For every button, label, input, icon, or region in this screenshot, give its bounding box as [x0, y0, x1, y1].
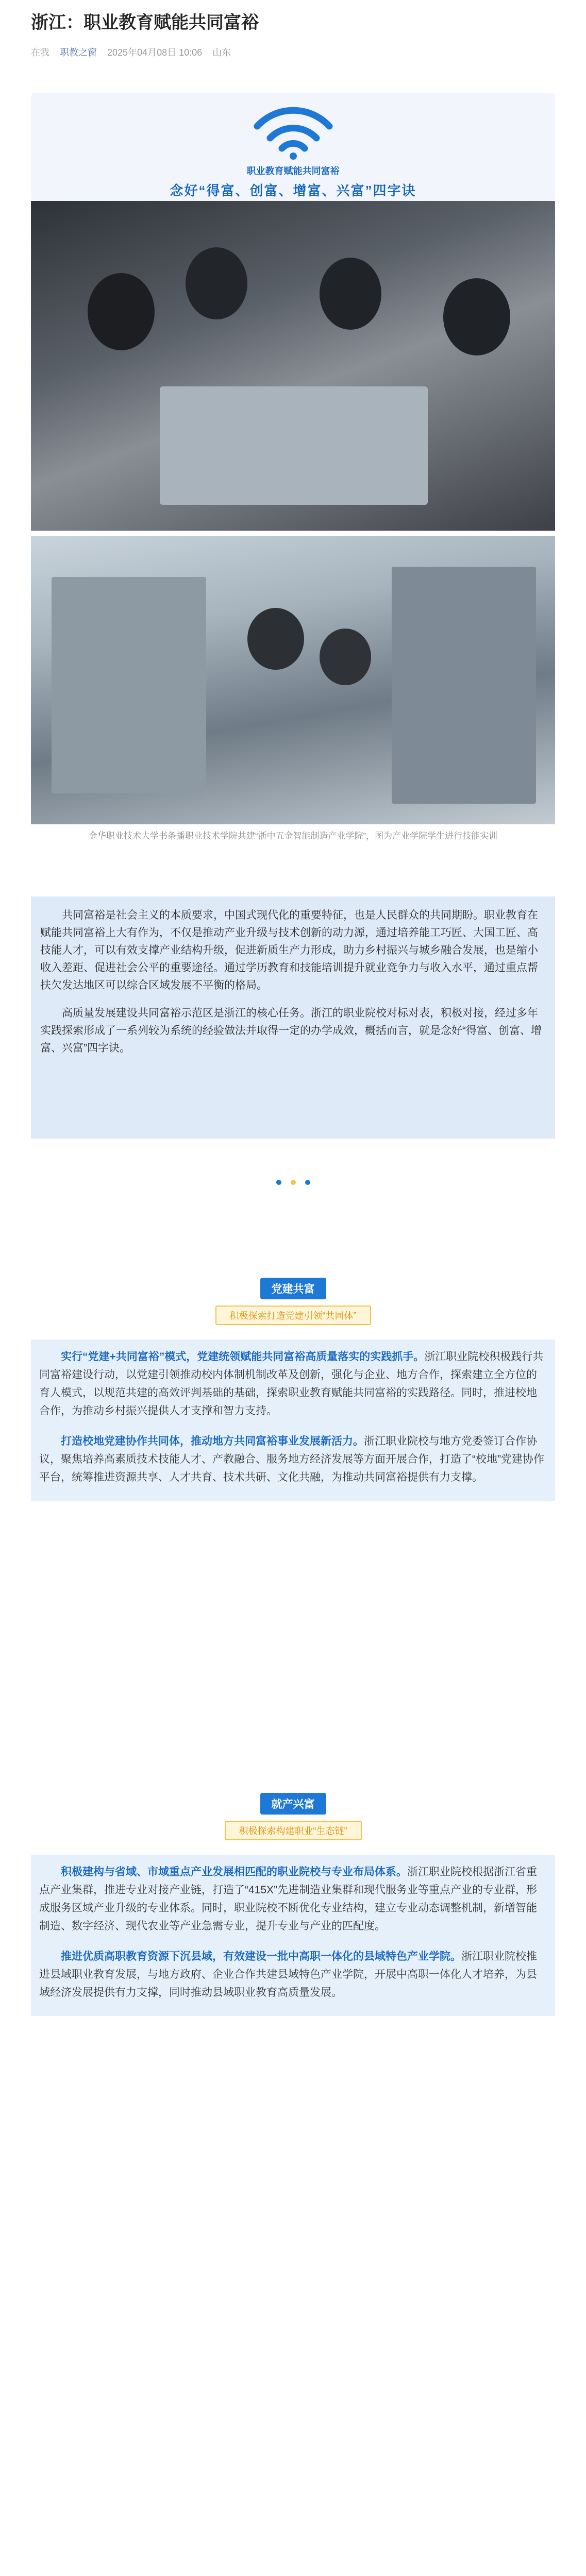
publish-location: 山东	[212, 47, 231, 58]
training-photo-bottom[interactable]	[31, 536, 555, 824]
intro-paragraph-2: 高质量发展建设共同富裕示范区是浙江的核心任务。浙江的职业院校对标对表，积极对接，经过多年实践探索形成了一系列较为系统的经验做法并取得一定的办学成效，概括而言，就是念好“得富、创富、增富、兴富”四字诀。	[40, 1007, 542, 1054]
wifi-icon	[249, 103, 337, 160]
divider-dot	[276, 1180, 281, 1185]
section-lead: 推进优质高职教育资源下沉县域，有效建设一批中高职一体化的县域特色产业学院。	[61, 1951, 461, 1962]
intro-paragraph-1: 共同富裕是社会主义的本质要求，中国式现代化的重要特征，也是人民群众的共同期盼。职业教育在赋能共同富裕上大有作为，不仅是推动产业升级与技术创新的动力源，通过培养能工巧匠、大国工匠、高技能人才，可以有效支撑产业结构升级，促进新质生产力形成，助力乡村振兴与城乡融合发展，也是缩小收入差距、促进社会公平的重要途径。通过学历教育和技能培训提升就业竞争力与收入水平，通过重点帮扶欠发达地区可以综合区域发展不平衡的格局。	[40, 909, 538, 991]
banner-subtitle: 职业教育赋能共同富裕	[246, 166, 340, 176]
intro-block	[31, 896, 555, 1139]
section-lead: 打造校地党建协作共同体，推动地方共同富裕事业发展新活力。	[61, 1435, 364, 1447]
section-2-subtitle: 积极探索构建职业“生态链”	[225, 1821, 362, 1840]
article-category: 在我	[31, 47, 49, 58]
photo-caption: 金华职业技术大学书条播职业技术学院共建“浙中五金智能制造产业学院”，图为产业学院学生进行技能实训	[88, 831, 498, 841]
section-lead: 实行“党建+共同富裕”模式，党建统领赋能共同富裕高质量落实的实践抓手。	[61, 1351, 425, 1363]
section-1-paragraph	[39, 1432, 547, 1486]
section-2-body	[31, 1855, 555, 2016]
section-divider-dots	[0, 1180, 586, 1185]
section-2-header	[0, 1793, 586, 1840]
publish-time: 2025年04月08日 10:06	[107, 47, 203, 58]
section-1-subtitle: 积极探索打造党建引领“共同体”	[215, 1306, 371, 1325]
section-1-paragraph	[39, 1348, 547, 1420]
section-text: 浙江职业院校推进县域职业教育发展，与地方政府、企业合作共建县域特色产业学院，开展中高职一体化人才培养，为县域经济发展提供有力支撑，同时推动县域职业教育高质量发展。	[39, 1951, 537, 1998]
section-1-pill: 党建共富	[260, 1278, 326, 1299]
section-text: 浙江职业院校与地方党委签订合作协议，聚焦培养高素质技术技能人才、产教融合、服务地方经济发展等方面开展合作，打造了“校地”党建协作平台，统筹推进资源共享、人才共育、技术共研、文化共融，为推动共同富裕提供有力支撑。	[39, 1435, 544, 1483]
section-1-body	[31, 1340, 555, 1501]
section-2-paragraph	[39, 1863, 547, 1935]
divider-dot	[305, 1180, 310, 1185]
article-title: 浙江：职业教育赋能共同富裕	[31, 13, 259, 32]
banner-card	[31, 93, 555, 201]
section-1-header	[0, 1278, 586, 1325]
banner-slogan: 念好“得富、创富、增富、兴富”四字诀	[170, 183, 416, 198]
section-text: 浙江职业院校根据浙江省重点产业集群，推进专业对接产业链，打造了“415X”先进制造业集群和现代服务业等重点产业的专业群，形成服务区域产业升级的专业体系。同时，职业院校不断优化专业结构，建立专业动态调整机制，新增智能制造、数字经济、现代农业等产业急需专业，提升专业与产业的匹配度。	[39, 1866, 538, 1932]
section-lead: 积极建构与省域、市域重点产业发展相匹配的职业院校与专业布局体系。	[61, 1866, 407, 1878]
article-header	[0, 0, 586, 72]
section-2-pill: 就产兴富	[260, 1793, 326, 1815]
section-text: 浙江职业院校积极践行共同富裕建设行动，以党建引领推动校内体制机制改革及创新，强化与企业、地方合作，探索建立全方位的育人模式，以规范共建的高效评判基础的基础，探索职业教育赋能共同富裕的实践路径。同时，推进校地合作，为推动乡村振兴提供人才支撑和智力支持。	[39, 1351, 544, 1417]
divider-dot	[291, 1180, 296, 1185]
author-link[interactable]: 职教之窗	[60, 47, 97, 58]
section-2-paragraph	[39, 1947, 547, 2002]
article-meta	[31, 45, 555, 59]
training-photo-top[interactable]	[31, 201, 555, 531]
